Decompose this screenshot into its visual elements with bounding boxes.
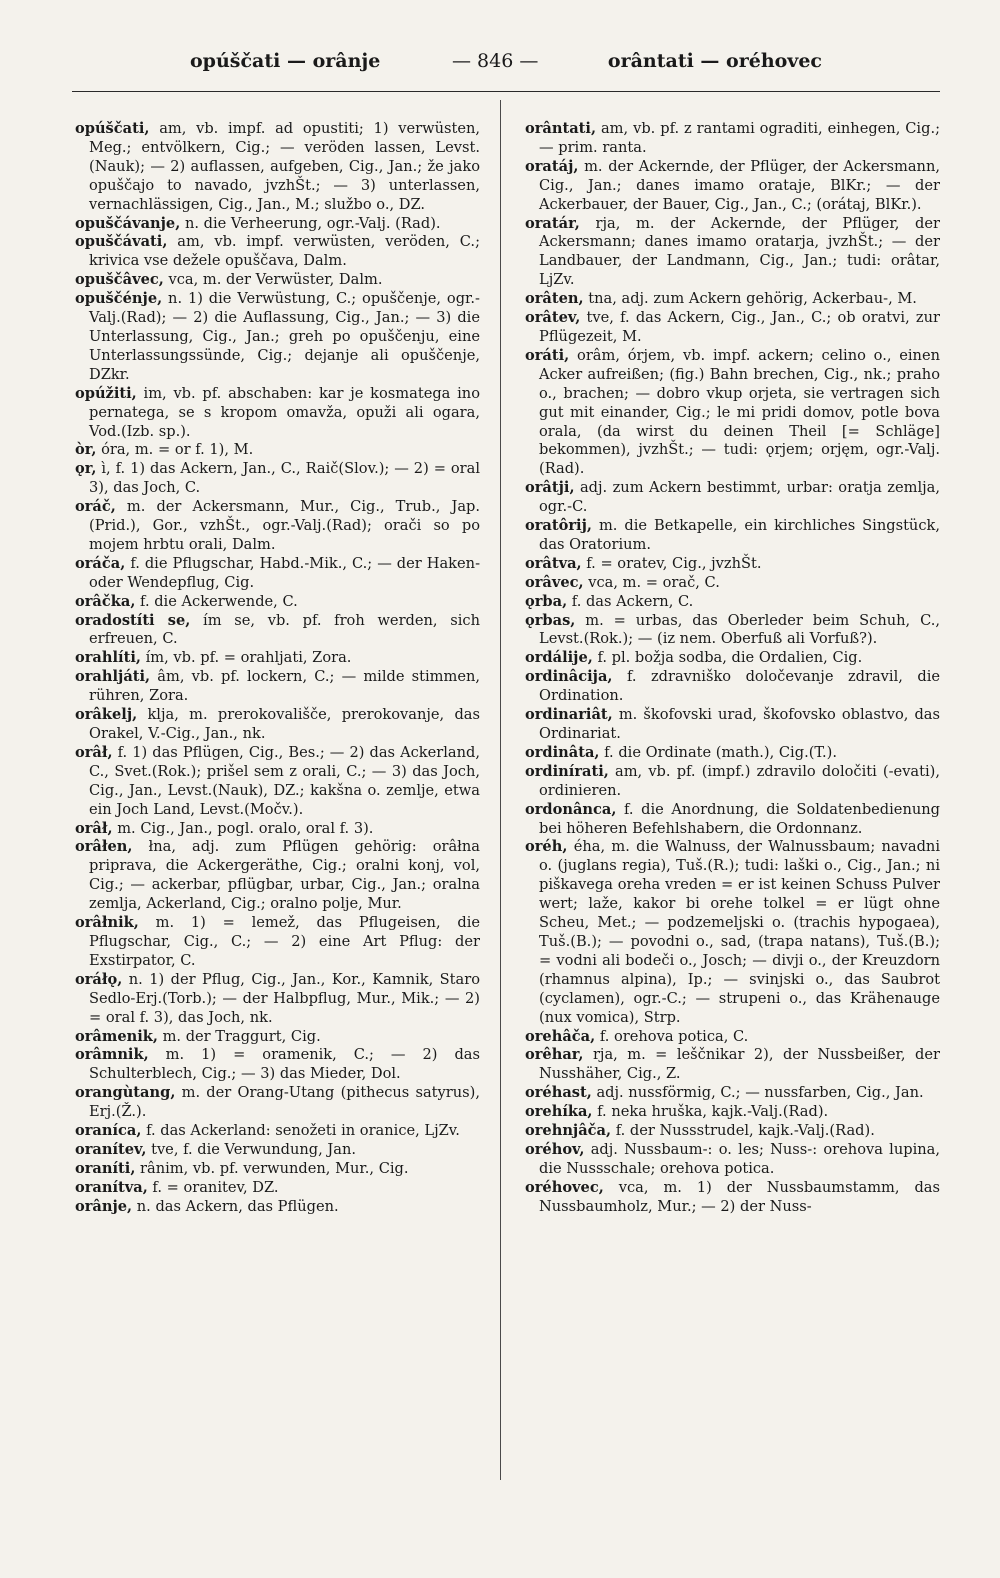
dictionary-entry	[75, 1122, 480, 1141]
entry-headword: orântati,	[525, 120, 597, 137]
dictionary-entry	[525, 801, 940, 839]
entry-headword: oratáj,	[525, 157, 579, 175]
entry-headword: opuščâvec,	[75, 271, 164, 289]
entry-headword: oráłǫ,	[75, 970, 123, 988]
dictionary-entry	[75, 460, 480, 498]
dictionary-entry	[75, 744, 480, 820]
entry-headword: opúžiti,	[75, 384, 137, 402]
dictionary-entry	[75, 1198, 480, 1217]
entry-headword: oratôrij,	[525, 517, 592, 535]
entry-definition: m. 1) = oramenik, C.; — 2) das Schulterblech, Cig.; — 3) das Mieder, Dol.	[89, 1046, 480, 1083]
dictionary-entry	[525, 649, 940, 668]
entry-definition: vca, m. = orač, C.	[583, 573, 720, 591]
entry-definition: n. 1) die Verwüstung, C.; opuščenje, ogr.-Valj.(Rad); — 2) die Auflassung, Cig., Jan.; — 3) die Unterlassung, Cig., Jan.; greh po opuščenju, eine Unterlassungssünde, Cig.; dejanje ali opuščenje, DZkr.	[89, 290, 480, 383]
column-divider	[500, 100, 501, 1480]
dictionary-entry	[75, 668, 480, 706]
dictionary-entry	[525, 668, 940, 706]
dictionary-entry	[525, 347, 940, 479]
entry-definition: ím se, vb. pf. froh werden, sich erfreuen, C.	[89, 611, 480, 648]
entry-headword: orâten,	[525, 290, 584, 308]
dictionary-entry	[75, 612, 480, 650]
entry-definition: m. der Traggurt, Cig.	[157, 1027, 321, 1045]
entry-headword: orâmnik,	[75, 1046, 149, 1064]
entry-headword: ordinírati,	[525, 762, 609, 780]
entry-definition: m. der Ackersmann, Mur., Cig., Trub., Jap.(Prid.), Gor., vzhŠt., ogr.-Valj.(Rad); orači so po mojem hrbtu orali, Dalm.	[89, 498, 480, 553]
entry-headword: orâvec,	[525, 573, 584, 591]
entry-headword: orahljáti,	[75, 668, 151, 686]
entry-headword: oréh,	[525, 838, 568, 856]
page-number: — 846 —	[452, 50, 539, 72]
dictionary-entry	[525, 1103, 940, 1122]
dictionary-entry	[75, 820, 480, 839]
page-header	[72, 50, 940, 82]
entry-headword: orâtva,	[525, 554, 582, 572]
entry-headword: oráč,	[75, 498, 116, 516]
entry-definition: am, vb. pf. (impf.) zdravilo določiti (-evati), ordinieren.	[539, 762, 940, 799]
entry-headword: orâł,	[75, 743, 113, 761]
entry-headword: orâkelj,	[75, 706, 138, 724]
dictionary-entry	[525, 120, 940, 158]
entry-headword: opuščénje,	[75, 290, 163, 308]
dictionary-entry	[525, 1141, 940, 1179]
entry-definition: tna, adj. zum Ackern gehörig, Ackerbau-, M.	[583, 290, 917, 308]
entry-definition: adj. zum Ackern bestimmt, urbar: oratja zemlja, ogr.-C.	[539, 479, 940, 516]
dictionary-entry	[525, 1028, 940, 1047]
dictionary-entry	[525, 612, 940, 650]
entry-headword: òr,	[75, 441, 97, 459]
entry-definition: ím, vb. pf. = orahljati, Zora.	[140, 649, 352, 667]
entry-headword: ǫrbas,	[525, 611, 576, 629]
entry-headword: orahlíti,	[75, 649, 141, 667]
entry-definition: f. pl. božja sodba, die Ordalien, Cig.	[592, 649, 863, 667]
entry-headword: orehâča,	[525, 1027, 596, 1045]
dictionary-entry	[75, 971, 480, 1028]
entry-definition: rânim, vb. pf. verwunden, Mur., Cig.	[135, 1159, 409, 1177]
entry-headword: orâłen,	[75, 838, 133, 856]
dictionary-entry	[525, 1046, 940, 1084]
entry-definition: ì, f. 1) das Ackern, Jan., C., Raič(Slov.); — 2) = oral 3), das Joch, C.	[89, 460, 480, 497]
entry-headword: ordinâcija,	[525, 668, 613, 686]
entry-headword: ǫrba,	[525, 592, 568, 610]
entry-headword: opuščávanje,	[75, 214, 181, 232]
entry-definition: f. das Ackern, C.	[567, 592, 694, 610]
entry-headword: oraníca,	[75, 1122, 142, 1140]
entry-definition: n. 1) der Pflug, Cig., Jan., Kor., Kamnik, Staro Sedlo-Erj.(Torb.); — der Halbpflug, Mur., Mik.; — 2) = oral f. 3), das Joch, nk.	[89, 970, 480, 1026]
entry-headword: oradostíti se,	[75, 611, 191, 629]
dictionary-entry	[75, 1028, 480, 1047]
dictionary-entry	[75, 215, 480, 234]
entry-headword: ordonânca,	[525, 800, 617, 818]
dictionary-entry	[75, 1046, 480, 1084]
entry-definition: adj. nussförmig, C.; — nussfarben, Cig., Jan.	[591, 1084, 924, 1102]
entry-headword: orehnjâča,	[525, 1122, 612, 1140]
entry-headword: orehíka,	[525, 1103, 593, 1121]
dictionary-entry	[75, 649, 480, 668]
header-right-guide-words: orântati — oréhovec	[607, 50, 822, 72]
dictionary-entry	[525, 215, 940, 291]
dictionary-entry	[75, 290, 480, 385]
entry-headword: orâł,	[75, 819, 113, 837]
entry-definition: m. 1) = lemež, das Pflugeisen, die Pflugschar, Cig., C.; — 2) eine Art Pflug: der Exstirpator, C.	[89, 914, 480, 969]
entry-headword: oratár,	[525, 214, 580, 232]
entry-definition: éha, m. die Walnuss, der Walnussbaum; navadni o. (juglans regia), Tuš.(R.); tudi: laški o., Cig., Jan.; ni piškavega oreha vreden = er ist keinen Schuss Pulver wert; laže, kakor bi orehe tolkel = er lügt ohne Scheu, Met.; — podzemeljski o. (trachis hypogaea), Tuš.(B.); — povodni o., sad, (trapa natans), Tuš.(B.); = vodni ali bodeči o., Josch; — divji o., der Kreuzdorn (rhamnus alpina), Ip.; — svinjski o., das Saubrot (cyclamen), ogr.-C.; — strupeni o., das Krähenauge (nux vomica), Strp.	[539, 838, 940, 1026]
entry-definition: f. die Anordnung, die Soldatenbedienung bei höheren Befehlshabern, die Ordonnanz.	[539, 800, 940, 837]
entry-definition: vca, m. 1) der Nussbaumstamm, das Nussbaumholz, Mur.; — 2) der Nuss-	[539, 1178, 940, 1215]
entry-definition: am, vb. impf. verwüsten, veröden, C.; krivica vse dežele opuščava, Dalm.	[89, 233, 480, 270]
dictionary-entry	[525, 744, 940, 763]
entry-definition: m. der Orang-Utang (pithecus satyrus), Erj.(Ž.).	[89, 1084, 480, 1121]
dictionary-entry	[75, 706, 480, 744]
dictionary-entry	[75, 1179, 480, 1198]
entry-definition: n. die Verheerung, ogr.-Valj. (Rad).	[180, 214, 441, 232]
dictionary-entry	[75, 271, 480, 290]
entry-definition: am, vb. pf. z rantami ograditi, einhegen, Cig.; — prim. ranta.	[539, 120, 940, 156]
dictionary-entry	[75, 914, 480, 971]
entry-definition: m. der Ackernde, der Pflüger, der Ackersmann, Cig., Jan.; danes imamo orataje, BlKr.; — der Ackerbauer, der Bauer, Cig., Jan., C.; (orátaj, BlKr.).	[539, 157, 940, 213]
dictionary-entry	[75, 120, 480, 215]
dictionary-entry	[525, 290, 940, 309]
dictionary-entry	[75, 555, 480, 593]
entry-headword: orânje,	[75, 1197, 133, 1215]
entry-headword: oréhast,	[525, 1084, 592, 1102]
entry-definition: óra, m. = or f. 1), M.	[96, 441, 254, 459]
entry-headword: oraníti,	[75, 1159, 136, 1177]
entry-headword: oranítva,	[75, 1178, 148, 1196]
entry-definition: n. das Ackern, das Pflügen.	[132, 1197, 339, 1215]
entry-headword: ordinariât,	[525, 706, 613, 724]
entry-definition: m. škofovski urad, škofovsko oblastvo, das Ordinariat.	[539, 706, 940, 742]
dictionary-entry	[525, 1084, 940, 1103]
entry-definition: tve, f. die Verwundung, Jan.	[146, 1140, 356, 1158]
entry-definition: m. die Betkapelle, ein kirchliches Singstück, das Oratorium.	[539, 517, 940, 553]
entry-definition: f. neka hruška, kajk.-Valj.(Rad).	[592, 1103, 829, 1121]
entry-headword: orâčka,	[75, 592, 136, 610]
entry-headword: ordálije,	[525, 649, 593, 667]
entry-definition: rja, m. der Ackernde, der Pflüger, der Ackersmann; danes imamo oratarja, jvzhŠt.; — der Landbauer, der Landmann, Cig., Jan.; tudi: orâtar, LjZv.	[539, 214, 940, 289]
dictionary-entry	[525, 763, 940, 801]
entry-definition: f. zdravniško določevanje zdravil, die Ordination.	[539, 668, 940, 705]
entry-definition: orâm, órjem, vb. impf. ackern; celino o., einen Acker aufreißen; (fig.) Bahn brechen, Cig., nk.; praho o., brachen; — dobro vkup orjeta, sie vertragen sich gut mit einander, Cig.; le mi pridi domov, potle bova orala, (da wirst du deinen Theil [= Schläge] bekommen), jvzhŠt.; — tudi: ǫrjem; orjęm, ogr.-Valj.(Rad).	[539, 346, 940, 478]
entry-definition: rja, m. = leščnikar 2), der Nussbeißer, der Nusshäher, Cig., Z.	[539, 1046, 940, 1083]
header-rule	[72, 91, 940, 92]
entry-headword: oranítev,	[75, 1140, 147, 1158]
entry-headword: orangùtang,	[75, 1084, 176, 1102]
dictionary-entry	[75, 385, 480, 442]
dictionary-entry	[525, 838, 940, 1027]
dictionary-entry	[525, 593, 940, 612]
entry-headword: oréhov,	[525, 1140, 585, 1158]
entry-definition: m. Cig., Jan., pogl. oralo, oral f. 3).	[112, 819, 374, 837]
left-column	[75, 120, 480, 1217]
entry-headword: orâtev,	[525, 309, 581, 327]
dictionary-entry	[75, 838, 480, 914]
entry-headword: opuščávati,	[75, 233, 168, 251]
entry-headword: orâtji,	[525, 479, 575, 497]
dictionary-entry	[75, 1160, 480, 1179]
entry-definition: łna, adj. zum Pflügen gehörig: orâłna priprava, die Ackergeräthe, Cig.; oralni konj, vol, Cig.; — ackerbar, pflügbar, urbar, Cig., Jan.; oralna zemlja, Ackerland, Cig.; oralno polje, Mur.	[89, 838, 480, 913]
entry-headword: oráti,	[525, 346, 570, 364]
entry-definition: vca, m. der Verwüster, Dalm.	[163, 271, 383, 289]
dictionary-entry	[75, 1141, 480, 1160]
entry-definition: m. = urbas, das Oberleder beim Schuh, C., Levst.(Rok.); — (iz nem. Oberfuß ali Vorfuß?).	[539, 611, 940, 648]
dictionary-entry	[75, 441, 480, 460]
entry-definition: klja, m. prerokovališče, prerokovanje, das Orakel, V.-Cig., Jan., nk.	[89, 706, 480, 742]
dictionary-entry	[525, 555, 940, 574]
right-column	[525, 120, 940, 1217]
dictionary-entry	[525, 574, 940, 593]
entry-definition: f. orehova potica, C.	[595, 1027, 749, 1045]
entry-definition: âm, vb. pf. lockern, C.; — milde stimmen, rühren, Zora.	[89, 668, 480, 705]
entry-definition: f. 1) das Pflügen, Cig., Bes.; — 2) das Ackerland, C., Svet.(Rok.); prišel sem z orali, C.; — 3) das Joch, Cig., Jan., Levst.(Nauk), DZ.; kakšna o. zemlje, etwa ein Joch Land, Levst.(Močv.).	[89, 743, 480, 818]
entry-definition: adj. Nussbaum-: o. les; Nuss-: orehova lupina, die Nussschale; orehova potica.	[539, 1140, 940, 1177]
dictionary-entry	[525, 309, 940, 347]
entry-definition: f. die Pflugschar, Habd.-Mik., C.; — der Haken- oder Wendepflug, Cig.	[89, 554, 480, 591]
entry-headword: ǫr,	[75, 460, 97, 478]
entry-definition: f. = oranitev, DZ.	[147, 1178, 279, 1196]
entry-headword: orâłnik,	[75, 914, 139, 932]
entry-definition: im, vb. pf. abschaben: kar je kosmatega ino pernatega, se s kropom omavža, opuži ali ogara, Vod.(Izb. sp.).	[89, 384, 480, 440]
entry-headword: orâmenik,	[75, 1027, 158, 1045]
dictionary-entry	[525, 479, 940, 517]
dictionary-entry	[525, 1122, 940, 1141]
entry-definition: f. die Ackerwende, C.	[135, 592, 298, 610]
entry-definition: am, vb. impf. ad opustiti; 1) verwüsten, Meg.; entvölkern, Cig.; — veröden lassen, Levst. (Nauk); — 2) auflassen, aufgeben, Cig., Jan.; že jako opuščajo to navado, jvzhŠt.; — 3) unterlassen, vernachlässigen, Cig., Jan., M.; službo o., DZ.	[89, 120, 480, 213]
entry-headword: oráča,	[75, 554, 126, 572]
dictionary-entry	[525, 1179, 940, 1217]
dictionary-entry	[75, 1084, 480, 1122]
dictionary-entry	[525, 517, 940, 555]
entry-headword: oréhovec,	[525, 1178, 604, 1196]
entry-definition: f. der Nussstrudel, kajk.-Valj.(Rad).	[611, 1122, 875, 1140]
entry-definition: f. die Ordinate (math.), Cig.(T.).	[599, 743, 837, 761]
header-left-guide-words: opúščati — orânje	[190, 50, 381, 72]
dictionary-entry	[75, 593, 480, 612]
dictionary-entry	[525, 706, 940, 744]
entry-definition: tve, f. das Ackern, Cig., Jan., C.; ob oratvi, zur Pflügezeit, M.	[539, 309, 940, 345]
entry-definition: f. das Ackerland: senožeti in oranice, LjZv.	[141, 1122, 460, 1140]
entry-headword: opúščati,	[75, 120, 150, 137]
dictionary-entry	[525, 158, 940, 215]
entry-headword: orêhar,	[525, 1046, 584, 1064]
dictionary-entry	[75, 498, 480, 555]
entry-definition: f. = oratev, Cig., jvzhŠt.	[581, 554, 762, 572]
dictionary-entry	[75, 233, 480, 271]
entry-headword: ordinâta,	[525, 743, 600, 761]
